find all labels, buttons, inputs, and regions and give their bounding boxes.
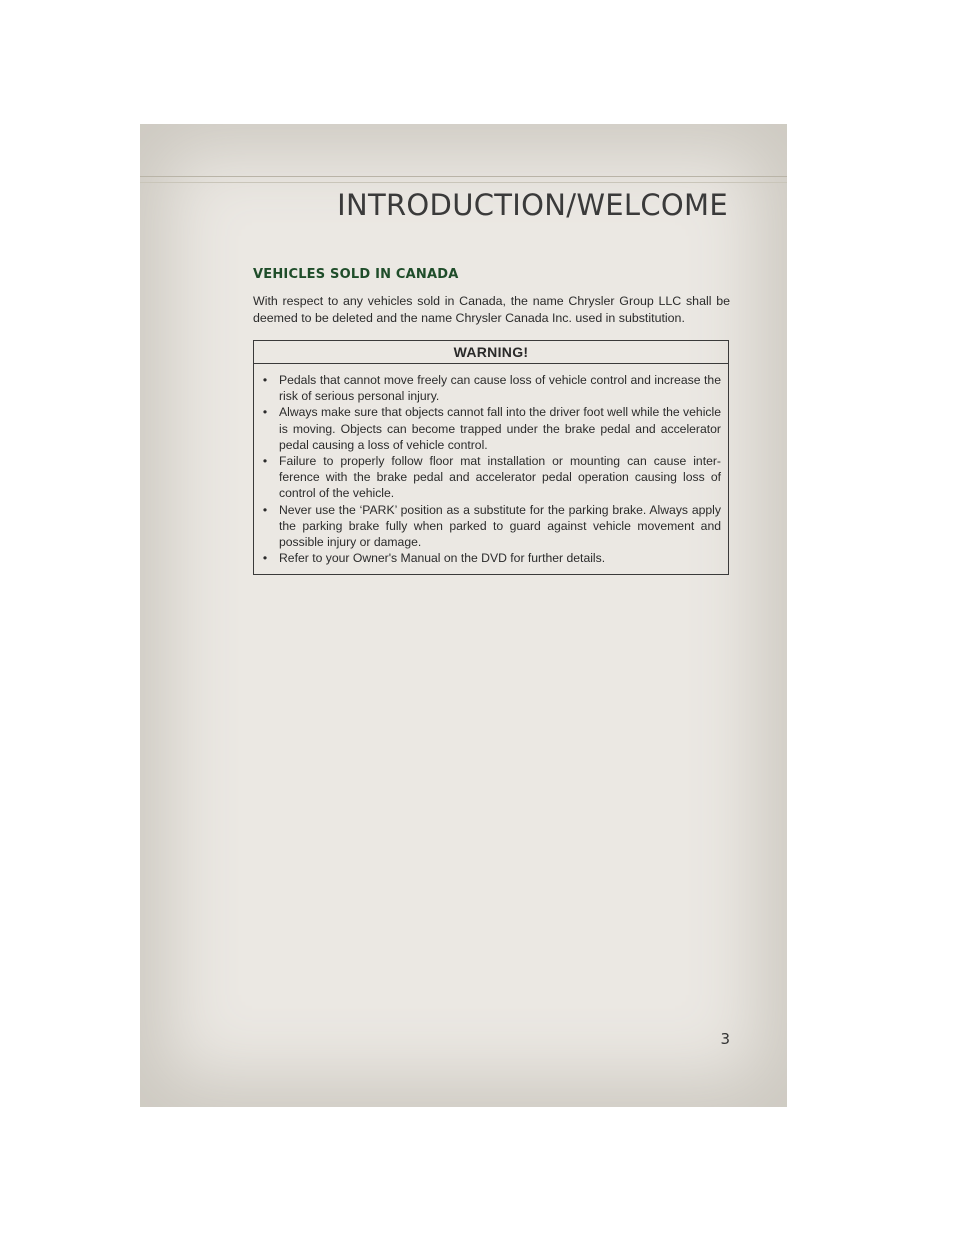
- bullet-icon: •: [262, 454, 268, 469]
- warning-item: [260, 453, 721, 502]
- warning-list: [254, 364, 728, 574]
- warning-item: [260, 502, 721, 551]
- warning-item-text: Failure to properly follow floor mat installation or mounting can cause inter-ference with the brake pedal and accelerator pedal operation causing loss of control of the vehicle.: [279, 454, 721, 501]
- warning-item: [260, 404, 721, 453]
- warning-title: WARNING!: [254, 341, 728, 364]
- section-paragraph: With respect to any vehicles sold in Canada, the name Chrysler Group LLC shall be deemed to be deleted and the name Chrysler Canada Inc. used in substitution.: [253, 294, 730, 325]
- warning-item: [260, 372, 721, 404]
- bullet-icon: •: [262, 502, 268, 517]
- page-number: 3: [720, 1030, 730, 1048]
- bullet-icon: •: [262, 405, 268, 420]
- warning-item-text: Pedals that cannot move freely can cause loss of vehicle control and increase the risk of serious personal injury.: [279, 373, 721, 404]
- bullet-icon: •: [262, 551, 268, 566]
- warning-item: [260, 550, 721, 566]
- page-title: INTRODUCTION/WELCOME: [337, 188, 728, 222]
- warning-item-text: Always make sure that objects cannot fall into the driver foot well while the vehicle is moving. Objects can become trapped under the brake pedal and accelerator pedal causing a loss of vehicle control.: [279, 405, 721, 452]
- bullet-icon: •: [262, 373, 268, 387]
- manual-page: [140, 124, 787, 1107]
- header-rule-secondary: [140, 182, 787, 183]
- header-rule: [140, 176, 787, 177]
- section-heading: VEHICLES SOLD IN CANADA: [253, 267, 459, 282]
- warning-item-text: Never use the ‘PARK’ position as a substitute for the parking brake. Always apply the parking brake fully when parked to guard against vehicle movement and possible injury or damage.: [279, 502, 721, 550]
- warning-item-text: Refer to your Owner's Manual on the DVD for further details.: [279, 551, 606, 566]
- warning-box: [253, 340, 729, 575]
